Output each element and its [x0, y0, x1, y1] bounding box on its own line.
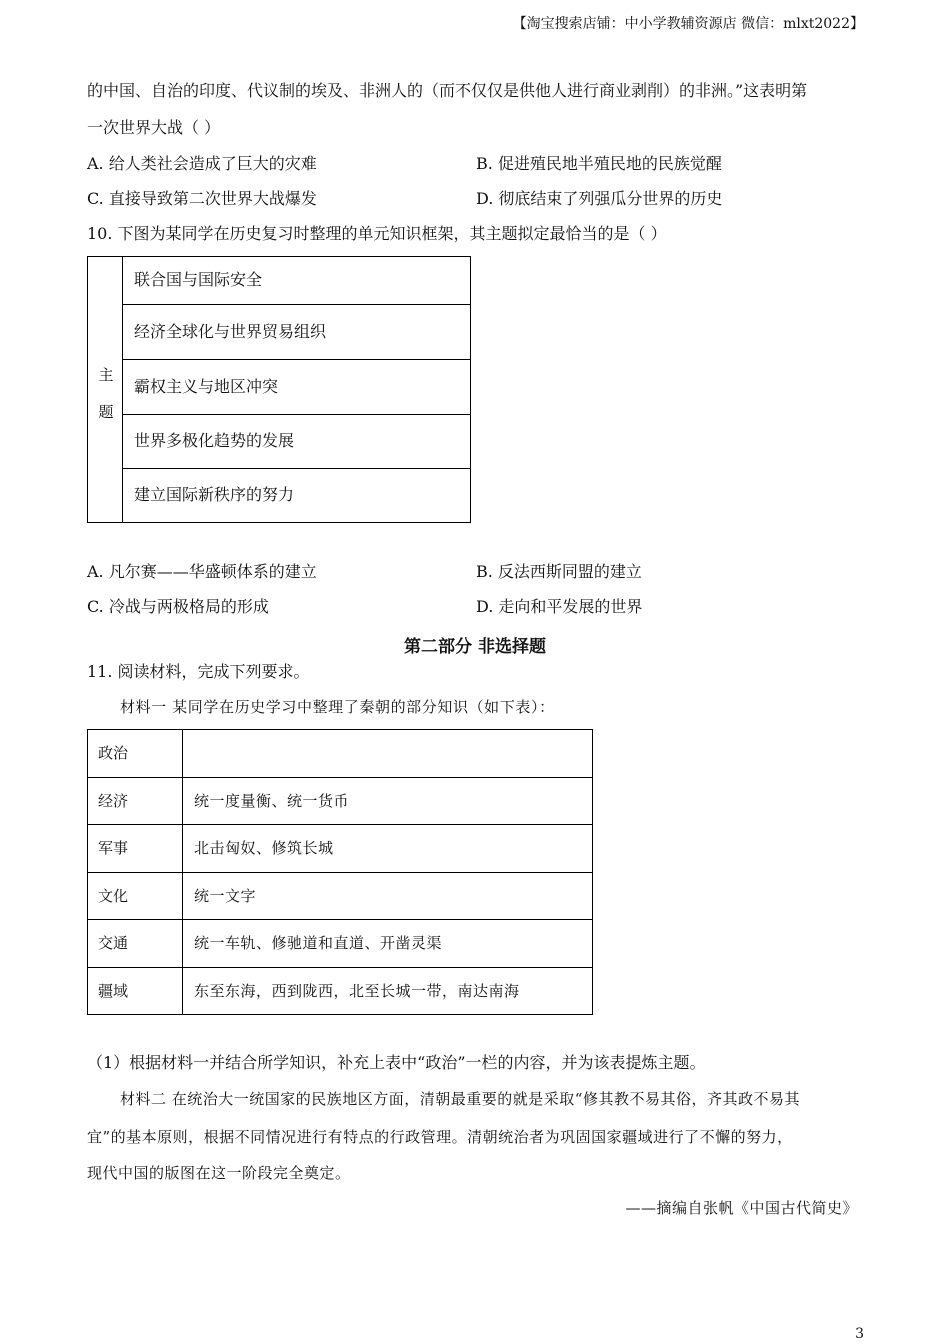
table-row-value: 统一文字	[194, 886, 257, 905]
framework-row-text: 联合国与国际安全	[134, 270, 263, 289]
framework-row-text: 经济全球化与世界贸易组织	[134, 322, 327, 341]
qin-dynasty-table	[87, 729, 593, 1015]
table-row-key: 疆域	[98, 981, 129, 1000]
q9-option-d: D. 彻底结束了列强瓜分世界的历史	[476, 189, 723, 208]
q9-continuation-line1: 的中国、自治的印度、代议制的埃及、非洲人的（而不仅仅是供他人进行商业剥削）的非洲。”这表明第	[87, 81, 808, 100]
table-row	[88, 873, 592, 921]
framework-row	[123, 305, 470, 360]
q10-option-d: D. 走向和平发展的世界	[476, 597, 643, 616]
table-row	[88, 825, 592, 873]
framework-row-text: 霸权主义与地区冲突	[134, 377, 279, 396]
framework-row	[123, 257, 470, 305]
framework-row	[123, 415, 470, 469]
q10-option-c: C. 冷战与两极格局的形成	[87, 597, 269, 616]
table-row-key: 交通	[98, 934, 129, 952]
q11-material1-intro: 材料一 某同学在历史学习中整理了秦朝的部分知识（如下表）：	[120, 698, 555, 716]
table-row-key: 政治	[98, 744, 129, 762]
framework-row	[123, 360, 470, 415]
framework-row-text: 建立国际新秩序的努力	[134, 485, 295, 504]
framework-row	[123, 469, 470, 521]
table-row-value: 东至东海，西到陇西，北至长城一带，南达南海	[194, 981, 520, 1000]
q9-option-a: A. 给人类社会造成了巨大的灾难	[87, 154, 317, 173]
table-row	[88, 778, 592, 826]
table-row-value: 北击匈奴、修筑长城	[194, 839, 334, 857]
q10-option-b: B. 反法西斯同盟的建立	[476, 562, 642, 581]
table-row-value: 统一度量衡、统一货币	[194, 791, 350, 810]
framework-side-column	[88, 257, 123, 522]
q11-stem: 11. 阅读材料，完成下列要求。	[87, 662, 310, 681]
section-title: 第二部分 非选择题	[404, 637, 546, 657]
table-row	[88, 968, 592, 1016]
header-note: 【淘宝搜索店铺：中小学教辅资源店 微信：mlxt2022】	[512, 16, 864, 32]
q9-continuation-line2: 一次世界大战（ ）	[87, 118, 221, 137]
table-row-value: 统一车轨、修驰道和直道、开凿灵渠	[194, 934, 443, 952]
q11-source: ——摘编自张帆《中国古代简史》	[625, 1199, 858, 1217]
knowledge-framework-table	[87, 256, 471, 523]
framework-row-text: 世界多极化趋势的发展	[134, 431, 295, 450]
table-row	[88, 730, 592, 778]
framework-side-label: 主题	[98, 366, 114, 421]
table-row-key: 经济	[98, 791, 129, 810]
q10-stem: 10. 下图为某同学在历史复习时整理的单元知识框架，其主题拟定最恰当的是（ ）	[87, 224, 667, 243]
page-number: 3	[855, 1326, 864, 1342]
q11-subquestion-1: （1）根据材料一并结合所学知识，补充上表中“政治”一栏的内容，并为该表提炼主题。	[87, 1053, 706, 1072]
table-row	[88, 920, 592, 968]
table-row-key: 文化	[98, 886, 129, 905]
q10-option-a: A. 凡尔赛——华盛顿体系的建立	[87, 562, 317, 581]
q11-material2-line2: 宜”的基本原则，根据不同情况进行有特点的行政管理。清朝统治者为巩固国家疆域进行了不懈的努力，	[87, 1128, 793, 1146]
q9-option-b: B. 促进殖民地半殖民地的民族觉醒	[476, 154, 722, 173]
table-row-key: 军事	[98, 839, 129, 857]
q11-material2-line3: 现代中国的版图在这一阶段完全奠定。	[87, 1164, 351, 1182]
q11-material2-line1: 材料二 在统治大一统国家的民族地区方面，清朝最重要的就是采取“修其教不易其俗，齐其政不易其	[120, 1090, 800, 1108]
q9-option-c: C. 直接导致第二次世界大战爆发	[87, 189, 317, 208]
